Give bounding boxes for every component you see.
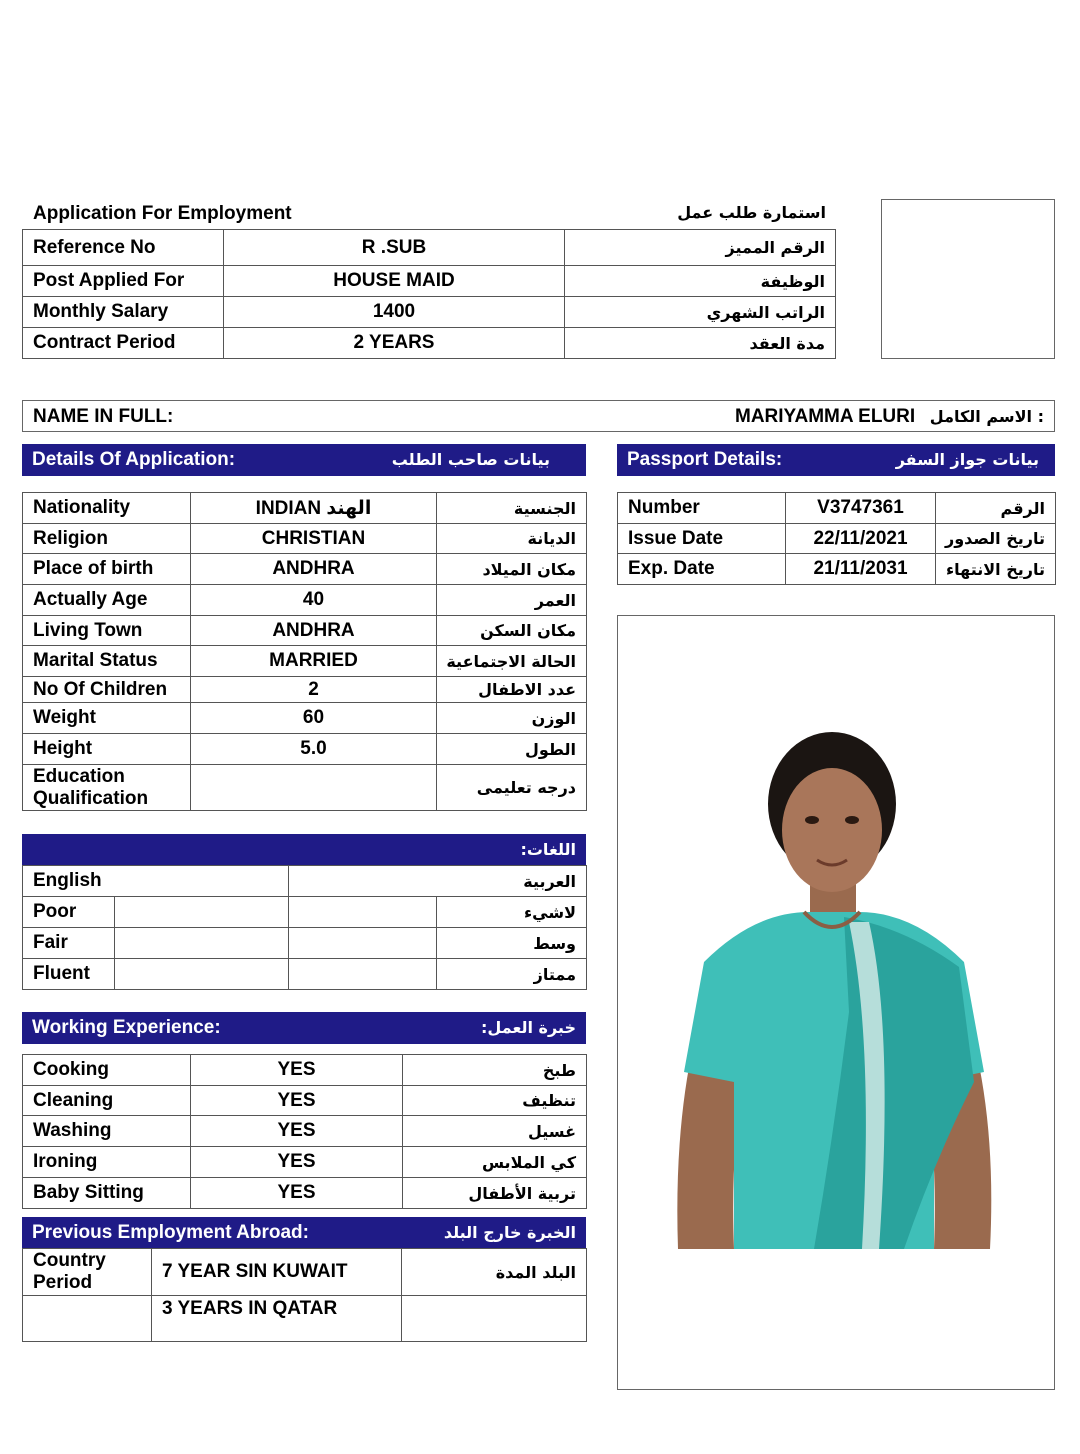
full-name-value: MARIYAMMA ELURI bbox=[735, 406, 916, 427]
previous-employment-heading-ar: الخبرة خارج البلد bbox=[443, 1223, 576, 1242]
birthplace-label-ar: مكان الميلاد bbox=[437, 554, 587, 585]
washing-label-ar: غسيل bbox=[403, 1116, 587, 1147]
country-period-label bbox=[23, 1249, 152, 1296]
previous-entry-2: 3 YEARS IN QATAR bbox=[152, 1296, 402, 1342]
poor-label-ar: لاشيء bbox=[437, 897, 587, 928]
ironing-value: YES bbox=[191, 1147, 403, 1178]
poor-english-cell bbox=[115, 897, 289, 928]
table-row bbox=[23, 765, 587, 811]
children-label-ar: عدد الاطفال bbox=[437, 677, 587, 703]
religion-value: CHRISTIAN bbox=[191, 524, 437, 554]
table-row bbox=[23, 1147, 587, 1178]
education-label bbox=[23, 765, 191, 811]
fair-label: Fair bbox=[23, 928, 115, 959]
previous-entry-1: 7 YEAR SIN KUWAIT bbox=[152, 1249, 402, 1296]
table-row bbox=[23, 328, 836, 359]
height-value: 5.0 bbox=[191, 734, 437, 765]
english-label: English bbox=[23, 866, 289, 897]
fair-arabic-cell bbox=[289, 928, 437, 959]
nationality-value: INDIAN الهند bbox=[191, 493, 437, 524]
marital-status-value: MARRIED bbox=[191, 646, 437, 677]
application-heading-ar: بيانات صاحب الطلب bbox=[391, 450, 550, 469]
table-row bbox=[23, 1055, 587, 1086]
application-table bbox=[22, 492, 587, 811]
contract-label: Contract Period bbox=[23, 328, 224, 359]
form-title-ar: استمارة طلب عمل bbox=[677, 203, 826, 222]
cleaning-label: Cleaning bbox=[23, 1086, 191, 1116]
full-name-label: NAME IN FULL: bbox=[33, 406, 174, 427]
table-row bbox=[618, 524, 1056, 554]
poor-label: Poor bbox=[23, 897, 115, 928]
education-label-line2: Qualification bbox=[33, 787, 149, 809]
weight-value: 60 bbox=[191, 703, 437, 734]
languages-heading-ar: اللغات: bbox=[520, 840, 576, 859]
previous-employment-table bbox=[22, 1248, 587, 1342]
table-row bbox=[23, 1249, 587, 1296]
table-row bbox=[23, 959, 587, 990]
children-label: No Of Children bbox=[23, 677, 191, 703]
cleaning-value: YES bbox=[191, 1086, 403, 1116]
education-label-line1: Education bbox=[33, 765, 125, 787]
table-row bbox=[23, 1116, 587, 1147]
experience-section-header bbox=[22, 1012, 586, 1044]
washing-value: YES bbox=[191, 1116, 403, 1147]
small-photo-box bbox=[881, 199, 1055, 359]
nationality-label: Nationality bbox=[23, 493, 191, 524]
passport-section-header bbox=[617, 444, 1055, 476]
expiry-date-label-ar: تاريخ الانتهاء bbox=[936, 554, 1056, 585]
salary-value: 1400 bbox=[224, 297, 565, 328]
age-label-ar: العمر bbox=[437, 585, 587, 616]
arabic-label: العربية bbox=[289, 866, 587, 897]
country-label: Country bbox=[33, 1250, 106, 1271]
fluent-label: Fluent bbox=[23, 959, 115, 990]
children-value: 2 bbox=[191, 677, 437, 703]
table-row bbox=[23, 866, 587, 897]
ironing-label: Ironing bbox=[23, 1147, 191, 1178]
table-row bbox=[23, 493, 587, 524]
cooking-label-ar: طبخ bbox=[403, 1055, 587, 1086]
table-row bbox=[23, 230, 836, 266]
baby-sitting-value: YES bbox=[191, 1178, 403, 1209]
experience-heading-ar: خبرة العمل: bbox=[481, 1018, 576, 1037]
ironing-label-ar: كي الملابس bbox=[403, 1147, 587, 1178]
face bbox=[782, 768, 882, 892]
religion-label-ar: الديانة bbox=[437, 524, 587, 554]
left-eye bbox=[805, 816, 819, 824]
table-row bbox=[23, 677, 587, 703]
cleaning-label-ar: تنظيف bbox=[403, 1086, 587, 1116]
fluent-arabic-cell bbox=[289, 959, 437, 990]
table-row bbox=[23, 554, 587, 585]
empty-cell bbox=[23, 1296, 152, 1342]
languages-table bbox=[22, 865, 587, 990]
application-section-header bbox=[22, 444, 586, 476]
passport-number-label-ar: الرقم bbox=[936, 493, 1056, 524]
table-row bbox=[23, 1296, 587, 1342]
passport-heading: Passport Details: bbox=[627, 449, 783, 470]
fluent-english-cell bbox=[115, 959, 289, 990]
marital-status-label-ar: الحالة الاجتماعية bbox=[437, 646, 587, 677]
poor-arabic-cell bbox=[289, 897, 437, 928]
living-town-value: ANDHRA bbox=[191, 616, 437, 646]
table-row bbox=[23, 734, 587, 765]
previous-employment-header bbox=[22, 1217, 586, 1249]
table-row bbox=[23, 297, 836, 328]
marital-status-label: Marital Status bbox=[23, 646, 191, 677]
table-row bbox=[23, 703, 587, 734]
living-town-label: Living Town bbox=[23, 616, 191, 646]
fluent-label-ar: ممتاز bbox=[437, 959, 587, 990]
languages-section-header bbox=[22, 834, 586, 866]
contract-value: 2 YEARS bbox=[224, 328, 565, 359]
age-label: Actually Age bbox=[23, 585, 191, 616]
issue-date-label: Issue Date bbox=[618, 524, 786, 554]
table-row bbox=[23, 524, 587, 554]
period-label: Period bbox=[33, 1272, 93, 1293]
religion-label: Religion bbox=[23, 524, 191, 554]
applicant-photo bbox=[634, 712, 1034, 1249]
birthplace-label: Place of birth bbox=[23, 554, 191, 585]
weight-label: Weight bbox=[23, 703, 191, 734]
full-name-row bbox=[22, 400, 1055, 432]
height-label-ar: الطول bbox=[437, 734, 587, 765]
weight-label-ar: الوزن bbox=[437, 703, 587, 734]
expiry-date-label: Exp. Date bbox=[618, 554, 786, 585]
table-row bbox=[23, 897, 587, 928]
living-town-label-ar: مكان السكن bbox=[437, 616, 587, 646]
post-label-ar: الوظيفة bbox=[565, 266, 836, 297]
issue-date-label-ar: تاريخ الصدور bbox=[936, 524, 1056, 554]
issue-date-value: 22/11/2021 bbox=[786, 524, 936, 554]
passport-number-label: Number bbox=[618, 493, 786, 524]
job-details-table bbox=[22, 229, 836, 359]
cooking-value: YES bbox=[191, 1055, 403, 1086]
birthplace-value: ANDHRA bbox=[191, 554, 437, 585]
table-row bbox=[23, 928, 587, 959]
passport-table bbox=[617, 492, 1056, 585]
previous-employment-heading: Previous Employment Abroad: bbox=[32, 1222, 309, 1243]
contract-label-ar: مدة العقد bbox=[565, 328, 836, 359]
table-row bbox=[23, 616, 587, 646]
table-row bbox=[23, 585, 587, 616]
height-label: Height bbox=[23, 734, 191, 765]
education-value bbox=[191, 765, 437, 811]
baby-sitting-label-ar: تربية الأطفال bbox=[403, 1178, 587, 1209]
experience-heading: Working Experience: bbox=[32, 1017, 221, 1038]
reference-label-ar: الرقم المميز bbox=[565, 230, 836, 266]
application-heading: Details Of Application: bbox=[32, 449, 236, 470]
passport-number-value: V3747361 bbox=[786, 493, 936, 524]
full-name-label-ar: : الاسم الكامل bbox=[929, 407, 1044, 426]
table-row bbox=[618, 493, 1056, 524]
fair-label-ar: وسط bbox=[437, 928, 587, 959]
cooking-label: Cooking bbox=[23, 1055, 191, 1086]
expiry-date-value: 21/11/2031 bbox=[786, 554, 936, 585]
table-row bbox=[23, 1178, 587, 1209]
salary-label: Monthly Salary bbox=[23, 297, 224, 328]
reference-label: Reference No bbox=[23, 230, 224, 266]
right-eye bbox=[845, 816, 859, 824]
age-value: 40 bbox=[191, 585, 437, 616]
passport-heading-ar: بيانات جواز السفر bbox=[895, 450, 1039, 469]
post-value: HOUSE MAID bbox=[224, 266, 565, 297]
nationality-label-ar: الجنسية bbox=[437, 493, 587, 524]
form-title: Application For Employment bbox=[33, 203, 292, 224]
washing-label: Washing bbox=[23, 1116, 191, 1147]
reference-value: R .SUB bbox=[224, 230, 565, 266]
table-row bbox=[618, 554, 1056, 585]
fair-english-cell bbox=[115, 928, 289, 959]
empty-cell bbox=[402, 1296, 587, 1342]
table-row bbox=[23, 646, 587, 677]
table-row bbox=[23, 1086, 587, 1116]
experience-table bbox=[22, 1054, 587, 1209]
table-row bbox=[23, 266, 836, 297]
baby-sitting-label: Baby Sitting bbox=[23, 1178, 191, 1209]
salary-label-ar: الراتب الشهري bbox=[565, 297, 836, 328]
post-label: Post Applied For bbox=[23, 266, 224, 297]
country-period-label-ar: البلد المدة bbox=[402, 1249, 587, 1296]
education-label-ar: درجه تعليمى bbox=[437, 765, 587, 811]
